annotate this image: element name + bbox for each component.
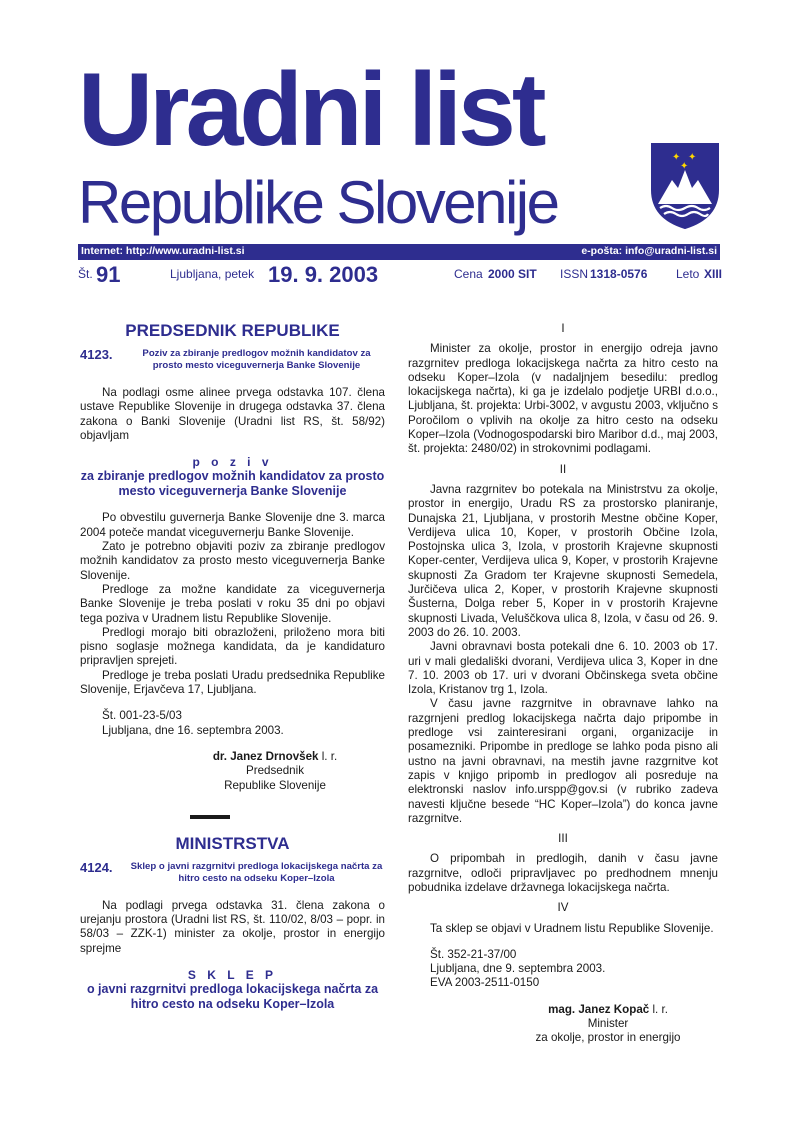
paragraph: Po obvestilu guvernerja Banke Slovenije dne 3. marca 2004 poteče mandat viceguvernerju Banke Slovenije. <box>80 511 385 539</box>
paragraph: V času javne razgrnitve in obravnave lahko na razgrnjeni predlog lokacijskega načrta dajo pripombe in predloge vsi zainteresirani organi, organizacije in posamezniki. Pripombe in predloge se lahko poda pisno ali ustno na javni obravnavi, na mestih javne razgrnitve kot zapis v knjigo pripomb in predlogov ali posreduje na elektronski naslov info.urspp@gov.si (v rubriko zadeva navesti ključne besede “HC Koper–Izola”) do konca javne razgrnitve. <box>408 697 718 825</box>
act-number: 4123. <box>80 347 113 362</box>
masthead-title: Uradni list <box>78 52 543 168</box>
signatory-name: dr. Janez Drnovšek <box>212 749 319 763</box>
paragraph: O pripombah in predlogih, danih v času javne razgrnitve, odloči pripravljavec po predhodnem mnenju pobudnika izdelave državnega lokacijskega načrta. <box>408 852 718 894</box>
year-value: XIII <box>704 267 723 281</box>
eva-number: EVA 2003-2511-0150 <box>430 976 540 990</box>
act-title[interactable]: Sklep o javni razgrnitvi predloga lokacijskega načrta za hitro cesto na odseku Koper–Izola <box>130 860 383 884</box>
signatory-suffix: l. r. <box>318 749 338 763</box>
article-number: III <box>558 832 568 846</box>
signatory-suffix: l. r. <box>649 1002 668 1016</box>
paragraph: Na podlagi osme alinee prvega odstavka 107. člena ustave Republike Slovenije in drugega odstavka 37. člena zakona o Banki Slovenije (Uradni list RS, št. 58/92) objavljam <box>80 386 385 442</box>
paragraph: Na podlagi prvega odstavka 31. člena zakona o urejanju prostora (Uradni list RS, št. 110/02, 8/03 – popr. in 58/03 – ZZK-1) minister za okolje, prostor in energijo sprejme <box>80 898 385 955</box>
signatory-role: Predsednik <box>245 764 304 778</box>
act-header-4124 <box>80 861 385 885</box>
issn-label: ISSN <box>560 267 589 281</box>
masthead-subtitle: Republike Slovenije <box>78 169 558 236</box>
document-date: Ljubljana, dne 9. septembra 2003. <box>430 962 606 976</box>
paragraph: Predlogi morajo biti obrazloženi, priloženo mora biti pisno soglasje možnega kandidata, da je kandidaturo pripravljen sprejeti. <box>80 625 385 668</box>
email-link[interactable]: e-pošta: info@uradni-list.si <box>581 245 717 257</box>
act-subheading: o javni razgrnitvi predloga lokacijskega načrta za hitro cesto na odseku Koper–Izola <box>86 982 379 1012</box>
svg-text:✦: ✦ <box>672 152 681 163</box>
act-number: 4124. <box>80 859 113 875</box>
paragraph: Minister za okolje, prostor in energijo odreja javno razgrnitev predloga lokacijskega načrta za hitro cesto na odseku Koper–Izola (v nadaljnjem besedilu: predlog lokacijskega načrta), ki ga je izdelalo podjetje URBI d.o.o., Ljubljana, št. projekta: Urbi-3002, v avgustu 2003, vključno s Poročilom o vplivih na okolje za hitro cesto na odseku Koper–Izola (Vodnogospodarski biro Maribor d.d., maj 2003, št. projekta: 2480/02) in strokovnimi podlagami. <box>408 342 718 456</box>
signature-block <box>518 1003 698 1046</box>
signatory-role: Republike Slovenije <box>224 778 326 792</box>
right-column <box>408 322 718 1046</box>
masthead-contact-bar <box>78 244 720 260</box>
paragraph: Predloge je treba poslati Uradu predsednika Republike Slovenije, Erjavčeva 17, Ljubljana. <box>80 668 385 697</box>
act-heading: S K L E P <box>187 968 278 983</box>
paragraph: Zato je potrebno objaviti poziv za zbiranje predlogov možnih kandidatov za prosto mesto viceguvernerja Banke Slovenije. <box>80 540 385 582</box>
svg-text:✦: ✦ <box>680 161 689 172</box>
paragraph: Javni obravnavi bosta potekali dne 6. 10. 2003 ob 17. uri v mali gledališki dvorani, Verdijeva ulica 3, Koper in dne 7. 10. 2003 ob 17. uri v dvorani Občinskega sveta občine Izola, Kristanov trg 1, Izola. <box>408 640 718 697</box>
signature-block <box>200 750 350 793</box>
issue-info-row <box>78 262 723 292</box>
signatory-role: Minister <box>587 1017 629 1031</box>
act-subheading: za zbiranje predlogov možnih kandidatov za prosto mesto viceguvernerja Banke Slovenije <box>80 469 385 499</box>
reference-number: Št. 352-21-37/00 <box>430 947 517 961</box>
issue-date: 19. 9. 2003 <box>268 262 379 287</box>
issn-value: 1318-0576 <box>590 267 648 281</box>
act-title[interactable]: Poziv za zbiranje predlogov možnih kandidatov za prosto mesto viceguvernerja Banke Slovenije <box>142 348 371 371</box>
signatory-name: mag. Janez Kopač <box>548 1002 650 1016</box>
left-column <box>80 320 385 1012</box>
article-number: I <box>561 322 565 335</box>
price-value: 2000 SIT <box>488 267 537 281</box>
paragraph: Predloge za možne kandidate za viceguvernerja Banke Slovenije je treba poslati v roku 35 dni po objavi tega poziva v Uradnem listu Republike Slovenije. <box>80 582 385 625</box>
issue-place-day: Ljubljana, petek <box>170 267 255 281</box>
paragraph: Ta sklep se objavi v Uradnem listu Republike Slovenije. <box>430 921 714 935</box>
issue-number-label: Št. <box>78 267 93 281</box>
section-heading-ministries: MINISTRSTVA <box>175 833 290 853</box>
document-date: Ljubljana, dne 16. septembra 2003. <box>102 723 284 737</box>
year-label: Leto <box>676 267 700 281</box>
section-heading-president: PREDSEDNIK REPUBLIKE <box>125 321 340 340</box>
svg-text:✦: ✦ <box>688 152 697 163</box>
paragraph: Javna razgrnitev bo potekala na Ministrstvu za okolje, prostor in energijo, Uradu RS za prostorsko planiranje, Dunajska 21, Ljubljana, v prostorih Mestne občine Koper, Verdijeva ulica 10, Koper, v prostorih Občine Izola, Postojnska ulica 3, Izola, v prostorih Krajevne skupnosti Koper-center, Verdijeva ulica 9, Koper, v prostorih Krajevne skupnosti Za Gradom ter Krajevne skupnosti Semedela, Jurčičeva ulica 2, Koper, v prostorih Krajevne skupnosti Šusterna, Dolga reber 5, Koper in v prostorih Krajevne skupnosti Livada, Veluščkova ulica 8, Izola, v času od 26. 9. 2003 do 26. 10. 2003. <box>408 482 718 639</box>
price-label: Cena <box>454 267 483 281</box>
act-header-4123 <box>80 348 385 372</box>
act-heading: p o z i v <box>192 455 273 470</box>
article-number: IV <box>557 901 569 915</box>
reference-number: Št. 001-23-5/03 <box>102 709 182 723</box>
coat-of-arms-icon <box>650 142 720 230</box>
signatory-role: za okolje, prostor in energijo <box>535 1031 681 1045</box>
issue-number: 91 <box>96 262 121 287</box>
website-link[interactable]: Internet: http://www.uradni-list.si <box>81 245 245 257</box>
article-number: II <box>559 462 567 476</box>
